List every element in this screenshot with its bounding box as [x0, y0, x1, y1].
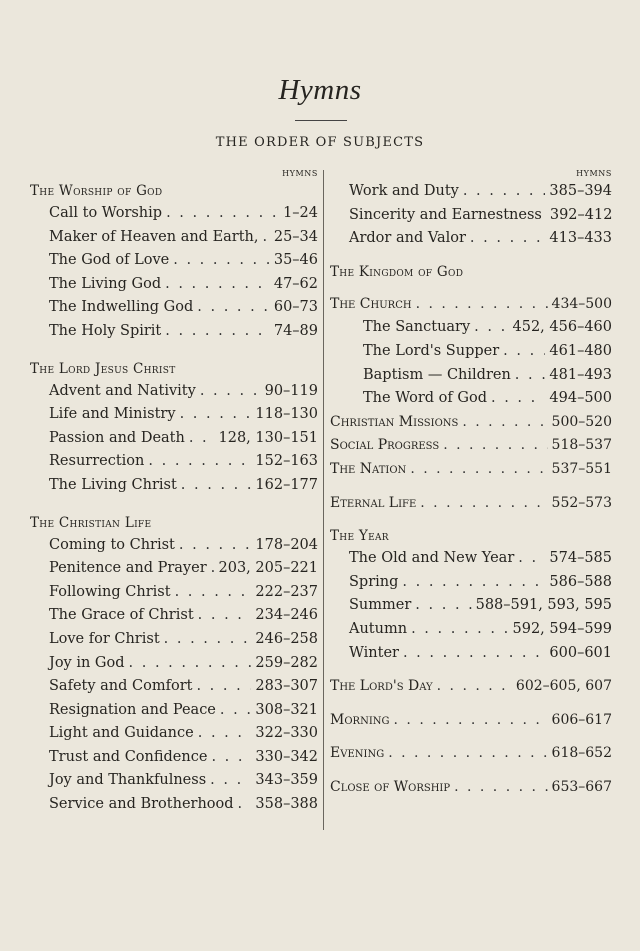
- entry-label: Life and Ministry: [49, 406, 176, 423]
- list-item: [30, 534, 318, 558]
- list-item: [330, 675, 612, 699]
- entry-ref: 600–601: [549, 644, 612, 661]
- right-top-list: [330, 180, 612, 251]
- entry-label: Close of Worship: [330, 778, 451, 795]
- entry-ref: 602–605, 607: [515, 678, 612, 695]
- list-item: [30, 474, 318, 498]
- entry-label: Light and Guidance: [49, 725, 194, 742]
- list-item: [330, 340, 612, 364]
- list-item: [330, 316, 612, 340]
- section-header-worship: The Worship of God: [30, 183, 163, 199]
- list-item: [330, 364, 612, 388]
- entry-ref: 90–119: [264, 382, 318, 399]
- entry-label: Baptism — Children: [363, 366, 511, 383]
- entry-label: The Living Christ: [49, 476, 177, 493]
- entry-ref: 500–520: [551, 413, 612, 430]
- entry-label: Call to Worship: [49, 205, 163, 221]
- list-item: [30, 450, 318, 474]
- entry-ref: 343–359: [255, 772, 318, 789]
- list-item: [330, 492, 612, 516]
- entry-label: Winter: [349, 644, 399, 661]
- entry-label: Eternal Life: [330, 494, 417, 511]
- section-header-kingdom: The Kingdom of God: [330, 263, 464, 280]
- entry-label: Love for Christ: [49, 630, 160, 647]
- list-item: [30, 320, 318, 344]
- entry-ref: 653–667: [551, 778, 612, 795]
- entry-label: Service and Brotherhood: [49, 796, 234, 813]
- hymns-column-label-right: HYMNS: [576, 169, 612, 178]
- entry-label: Safety and Comfort: [49, 678, 193, 695]
- list-item: [30, 604, 318, 628]
- kingdom-other-list: [330, 411, 612, 482]
- entry-ref: 25–34: [273, 228, 318, 245]
- entry-ref: 385–394: [549, 183, 612, 199]
- entry-label: Advent and Nativity: [49, 382, 196, 399]
- entry-ref: 308–321: [255, 701, 318, 718]
- entry-label: Christian Missions: [330, 413, 459, 430]
- list-item: [330, 594, 612, 618]
- list-item: [330, 618, 612, 642]
- entry-label: Resurrection: [49, 453, 145, 470]
- entry-ref: 222–237: [255, 583, 318, 600]
- column-divider: [323, 170, 324, 830]
- entry-ref: 461–480: [549, 342, 612, 359]
- entry-ref: 606–617: [551, 711, 612, 728]
- entry-ref: 203, 205–221: [218, 560, 318, 577]
- list-item: [330, 709, 612, 733]
- entry-ref: 413–433: [549, 230, 612, 247]
- list-item: [30, 403, 318, 427]
- entry-ref: 552–573: [551, 494, 612, 511]
- entry-label: The Living God: [49, 275, 162, 292]
- entry-ref: 1–24: [283, 205, 318, 221]
- list-item: [30, 675, 318, 699]
- entry-label: Summer: [349, 597, 412, 614]
- entry-ref: 259–282: [255, 654, 318, 671]
- entry-label: The Sanctuary: [363, 319, 471, 336]
- entry-label: Joy in God: [49, 654, 125, 671]
- entry-label: Sincerity and Earnestness: [349, 206, 542, 223]
- list-item: [30, 557, 318, 581]
- entry-ref: 234–246: [255, 607, 318, 624]
- list-item: [30, 380, 318, 404]
- entry-label: The Indwelling God: [49, 299, 194, 316]
- entry-ref: 74–89: [273, 322, 318, 339]
- entry-ref: 574–585: [549, 550, 612, 567]
- entry-ref: 178–204: [255, 536, 318, 553]
- entry-ref: 586–588: [549, 573, 612, 590]
- entry-ref: 118–130: [255, 406, 318, 423]
- section-header-year: The Year: [330, 528, 389, 545]
- entry-ref: 481–493: [549, 366, 612, 383]
- entry-label: Trust and Confidence: [49, 748, 208, 765]
- entry-ref: 47–62: [273, 275, 318, 292]
- list-item: [30, 652, 318, 676]
- list-item: [330, 204, 612, 228]
- list-item: [330, 227, 612, 251]
- list-item: [30, 746, 318, 770]
- entry-label: Ardor and Valor: [349, 230, 466, 247]
- list-item: [30, 249, 318, 273]
- entry-ref: 128, 130–151: [218, 429, 318, 446]
- section-header-christian-life: The Christian Life: [30, 514, 152, 531]
- entry-label: Resignation and Peace: [49, 701, 216, 718]
- entry-ref: 434–500: [551, 295, 612, 312]
- entry-ref: 246–258: [255, 630, 318, 647]
- entry-label: The Church: [330, 295, 412, 312]
- entry-label: Morning: [330, 711, 390, 728]
- entry-ref: 358–388: [255, 796, 318, 813]
- hymns-column-label: HYMNS: [282, 169, 318, 178]
- entry-label: The Word of God: [363, 390, 487, 407]
- church-list: [330, 316, 612, 410]
- entry-ref: 392–412: [549, 206, 613, 223]
- entry-ref: 588–591, 593, 595: [475, 597, 612, 614]
- entry-label: Work and Duty: [349, 183, 459, 199]
- entry-label: Penitence and Prayer: [49, 560, 207, 577]
- entry-label: Autumn: [349, 620, 408, 637]
- list-item: [330, 571, 612, 595]
- entry-label: Evening: [330, 745, 385, 762]
- list-item: [330, 776, 612, 800]
- list-item: [30, 226, 318, 250]
- section-header-jesus: The Lord Jesus Christ: [30, 360, 176, 377]
- entry-label: The Lord's Day: [330, 678, 433, 695]
- entry-label: Joy and Thankfulness: [49, 772, 207, 789]
- list-item: [30, 793, 318, 817]
- entry-ref: 452, 456–460: [512, 319, 612, 336]
- list-item: [330, 742, 612, 766]
- entry-label: The Old and New Year: [349, 550, 515, 567]
- list-item: [30, 628, 318, 652]
- entry-ref: 518–537: [551, 437, 612, 454]
- list-item: [330, 458, 612, 482]
- entry-label: The Holy Spirit: [49, 322, 162, 339]
- year-list: [330, 547, 612, 665]
- entry-label: The Grace of Christ: [49, 607, 194, 624]
- entry-label: Social Progress: [330, 437, 440, 454]
- list-item: [330, 387, 612, 411]
- list-item: [330, 547, 612, 571]
- entry-label: Spring: [349, 573, 399, 590]
- entry-ref: 152–163: [255, 453, 318, 470]
- entry-label: Following Christ: [49, 583, 171, 600]
- list-item: [330, 434, 612, 458]
- entry-ref: 162–177: [255, 476, 318, 493]
- list-item: [30, 722, 318, 746]
- list-item: [330, 293, 612, 317]
- page-title: Hymns: [278, 74, 362, 106]
- entry-ref: 330–342: [255, 748, 318, 765]
- entry-label: The God of Love: [49, 252, 170, 269]
- jesus-list: [30, 380, 318, 498]
- entry-label: The Lord's Supper: [363, 342, 500, 359]
- entry-label: Maker of Heaven and Earth,: [49, 228, 259, 245]
- entry-ref: 537–551: [551, 460, 612, 477]
- list-item: [30, 202, 318, 226]
- list-item: [330, 411, 612, 435]
- list-item: [330, 642, 612, 666]
- entry-ref: 35–46: [273, 252, 318, 269]
- christian-life-list: [30, 534, 318, 817]
- list-item: [30, 581, 318, 605]
- entry-ref: 322–330: [255, 725, 318, 742]
- entry-ref: 592, 594–599: [512, 620, 612, 637]
- list-item: [30, 273, 318, 297]
- list-item: [30, 296, 318, 320]
- entry-ref: 494–500: [549, 390, 612, 407]
- entry-ref: 60–73: [273, 299, 318, 316]
- list-item: [30, 699, 318, 723]
- list-item: [30, 769, 318, 793]
- right-column: [330, 168, 612, 799]
- list-item: [30, 427, 318, 451]
- entry-label: Coming to Christ: [49, 536, 175, 553]
- left-column: [30, 168, 318, 817]
- entry-ref: 618–652: [551, 745, 612, 762]
- entry-label: Passion and Death: [49, 429, 185, 446]
- worship-list: [30, 202, 318, 344]
- list-item: [330, 180, 612, 204]
- subtitle: THE ORDER OF SUBJECTS: [215, 135, 425, 150]
- entry-label: The Nation: [330, 460, 407, 477]
- title-rule: [295, 120, 347, 121]
- entry-ref: 283–307: [255, 678, 318, 695]
